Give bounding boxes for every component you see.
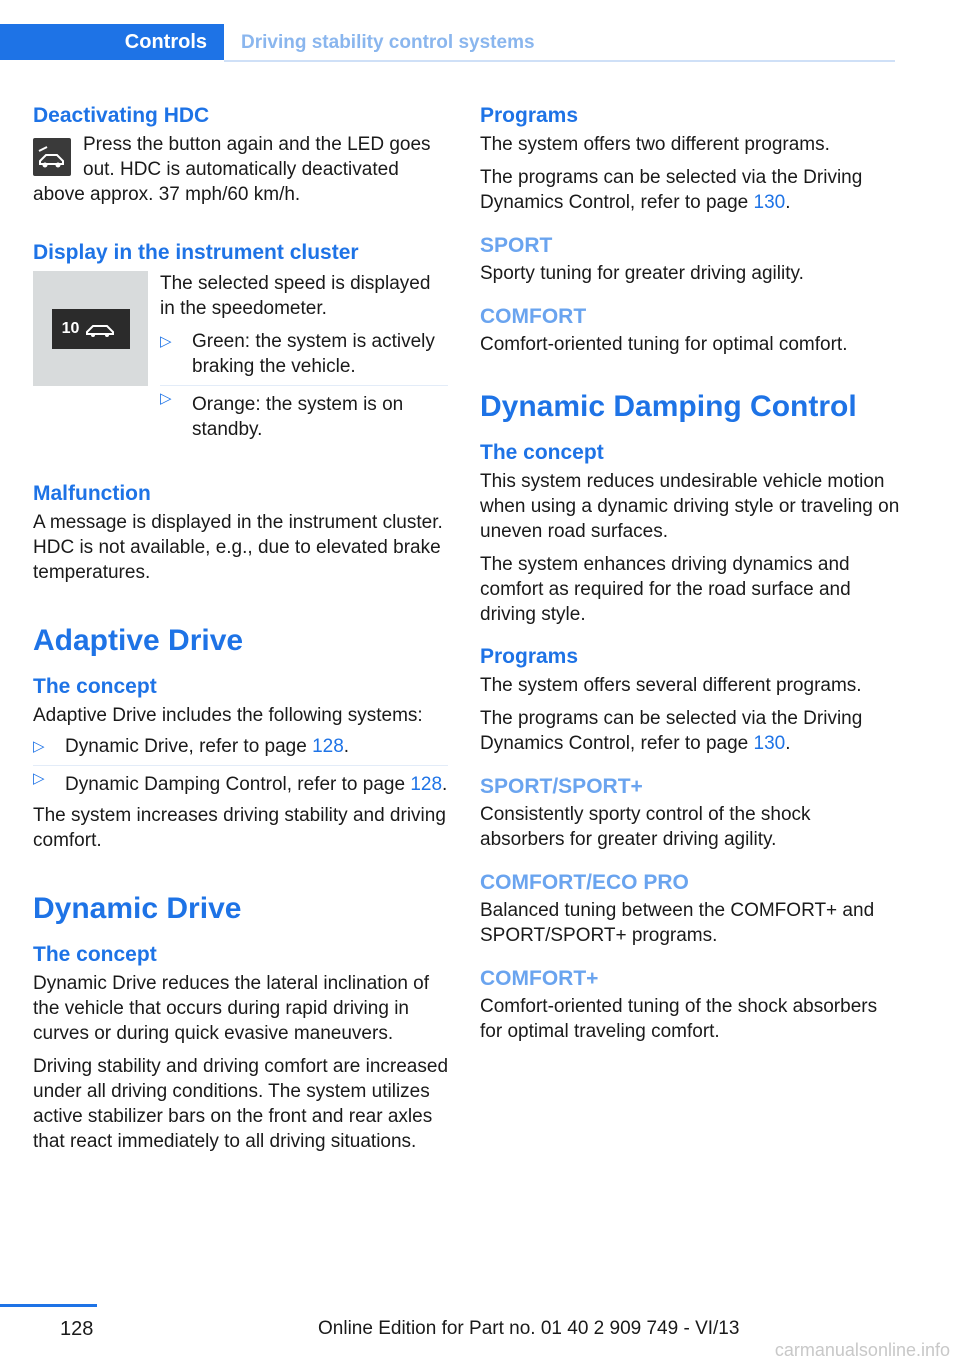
header-rule [224,60,895,62]
ddc-concept-heading: The concept [480,441,604,464]
footer-accent-line [0,1304,97,1307]
page-number: 128 [60,1318,94,1340]
sport-plus-text: Consistently sporty control of the shock absorbers for greater driving agility. [480,804,811,850]
comfort-plus-heading: COMFORT+ [480,967,599,990]
ddc-text-1: This system reduces undesirable vehicle motion when using a dynamic driving style or traveling on uneven road surfaces. [480,471,900,542]
list-item: ▷ Dynamic Drive, refer to page 128. [33,734,448,766]
sport-text: Sporty tuning for greater driving agility. [480,263,804,284]
adaptive-intro: Adaptive Drive includes the following systems: [33,705,423,726]
sport-plus-heading: SPORT/SPORT+ [480,775,643,798]
deactivate-hdc-text-2: above approx. 37 mph/60 km/h. [33,184,301,205]
hdc-speed-badge: 10 [61,319,80,337]
malfunction-heading: Malfunction [33,482,151,505]
hdc-indicator-icon [52,309,130,349]
dynamic-drive-heading: Dynamic Drive [33,892,242,925]
triangle-bullet-icon: ▷ [33,738,45,755]
subsection-tab[interactable]: Driving stability control systems [241,32,535,53]
triangle-bullet-icon: ▷ [160,390,172,407]
watermark: carmanualsonline.info [774,1340,950,1360]
ddc-text-2: The system enhances driving dynamics and comfort as required for the road surface and driving style. [480,554,851,625]
right-column [480,100,900,1044]
ddc-programs-text-2: The programs can be selected via the Driving Dynamics Control, refer to page 130. [480,708,863,754]
adaptive-bullet-list [33,734,448,797]
adaptive-outro: The system increases driving stability and driving comfort. [33,805,446,851]
comfort-eco-text: Balanced tuning between the COMFORT+ and SPORT/SPORT+ programs. [480,900,875,946]
deactivate-hdc-text: Press the button again and the LED goes out. HDC is automatically deactivated [83,134,431,180]
display-cluster-text: The selected speed is displayed in the speedometer. [160,273,431,319]
triangle-bullet-icon: ▷ [33,770,45,787]
dynamic-text-1: Dynamic Drive reduces the lateral inclination of the vehicle that occurs during rapid driving in curves or during quick evasive maneuvers. [33,973,430,1044]
comfort-heading: COMFORT [480,305,587,328]
programs-text-2: The programs can be selected via the Driving Dynamics Control, refer to page 130. [480,167,863,213]
sport-heading: SPORT [480,234,553,257]
adaptive-drive-heading: Adaptive Drive [33,624,244,657]
comfort-eco-heading: COMFORT/ECO PRO [480,871,689,894]
programs-heading: Programs [480,104,579,127]
programs-text-1: The system offers two different programs. [480,134,830,155]
page-link[interactable]: 130 [753,192,786,213]
page-header [0,24,895,62]
comfort-text: Comfort-oriented tuning for optimal comfort. [480,334,848,355]
adaptive-concept-heading: The concept [33,675,157,698]
dynamic-text-2: Driving stability and driving comfort are increased under all driving conditions. The system utilizes active stabilizer bars on the front and rear axles that react immediately to all driving situations. [33,1056,449,1152]
ddc-programs-text-1: The system offers several different programs. [480,675,862,696]
dynamic-concept-heading: The concept [33,943,157,966]
display-bullet-list [160,329,448,442]
ddc-programs-heading: Programs [480,645,579,668]
hdc-button-icon [33,138,71,176]
ddc-heading: Dynamic Damping Control [480,390,857,423]
list-item: ▷ Orange: the system is on standby. [160,386,448,442]
left-column [33,100,448,1154]
list-item: ▷ Dynamic Damping Control, refer to page 128. [33,766,448,797]
page-link[interactable]: 128 [312,736,344,757]
instrument-cluster-image [33,271,148,386]
malfunction-text: A message is displayed in the instrument cluster. HDC is not available, e.g., due to elevated brake temperatures. [33,512,443,583]
list-item: ▷ Green: the system is actively braking the vehicle. [160,329,448,386]
section-tab[interactable]: Controls [0,24,224,60]
page-link[interactable]: 130 [753,733,786,754]
triangle-bullet-icon: ▷ [160,333,172,350]
display-cluster-heading: Display in the instrument cluster [33,241,359,264]
comfort-plus-text: Comfort-oriented tuning of the shock absorbers for optimal traveling comfort. [480,996,878,1042]
edition-text: Online Edition for Part no. 01 40 2 909 749 - VI/13 [318,1318,740,1339]
page-link[interactable]: 128 [410,774,443,795]
deactivate-hdc-heading: Deactivating HDC [33,104,210,127]
